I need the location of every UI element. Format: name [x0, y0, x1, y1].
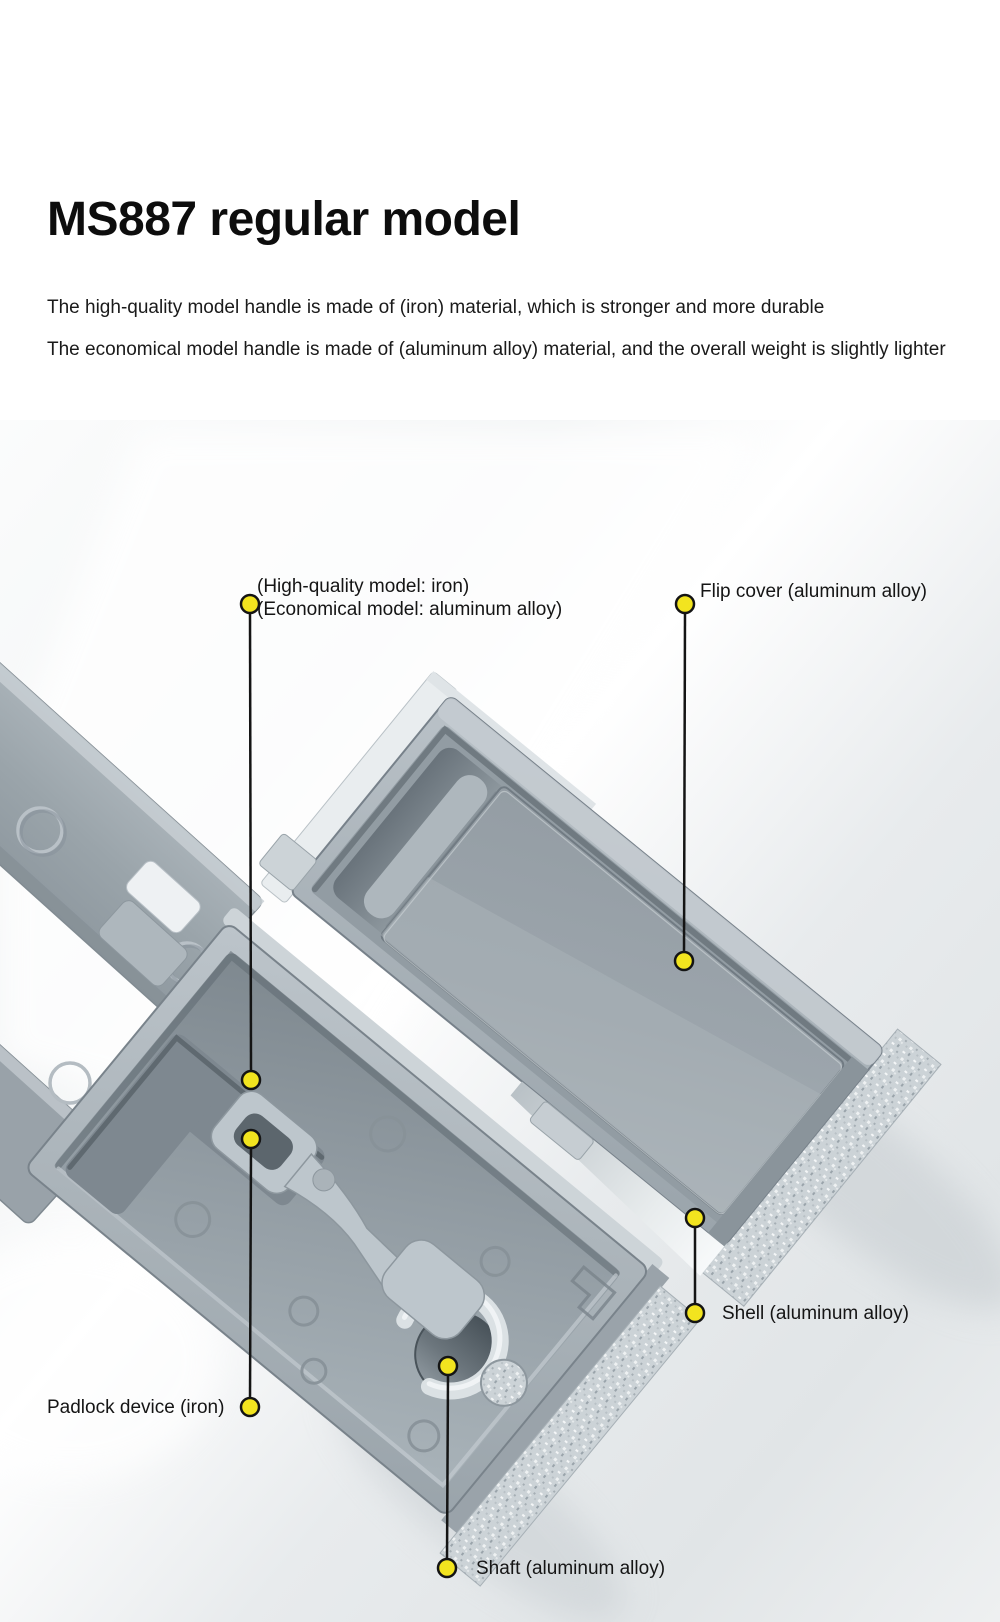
page-title: MS887 regular model: [47, 193, 521, 246]
dot-shaft-label: [438, 1559, 456, 1577]
callout-label-padlock: Padlock device (iron): [47, 1397, 225, 1418]
callout-label-handle-material: [257, 575, 562, 621]
description-line-1: The high-quality model handle is made of (iron) material, which is stronger and more durable: [47, 297, 825, 318]
callout-label-handle-material-line1: (High-quality model: iron): [257, 576, 470, 597]
dot-flip-cover-label: [676, 595, 694, 613]
callout-line-flip-cover: [684, 612, 685, 953]
dot-padlock-part: [242, 1130, 260, 1148]
dot-flip-cover-part: [675, 952, 693, 970]
callout-label-flip-cover: Flip cover (aluminum alloy): [700, 581, 928, 602]
dot-handle-part: [242, 1071, 260, 1089]
callout-label-shell: Shell (aluminum alloy): [722, 1303, 909, 1324]
callout-line-padlock: [250, 1147, 251, 1399]
callout-label-handle-material-line2: (Economical model: aluminum alloy): [257, 599, 563, 620]
dot-shell-part: [686, 1209, 704, 1227]
dot-shaft-part: [439, 1357, 457, 1375]
description-line-2: The economical model handle is made of (aluminum alloy) material, and the overall weight is slightly lighter: [47, 339, 946, 360]
callout-line-handle: [250, 612, 251, 1072]
dot-shell-label: [686, 1304, 704, 1322]
callout-label-shaft: Shaft (aluminum alloy): [476, 1558, 666, 1579]
callout-line-shaft: [447, 1374, 448, 1560]
dot-padlock-label: [241, 1398, 259, 1416]
